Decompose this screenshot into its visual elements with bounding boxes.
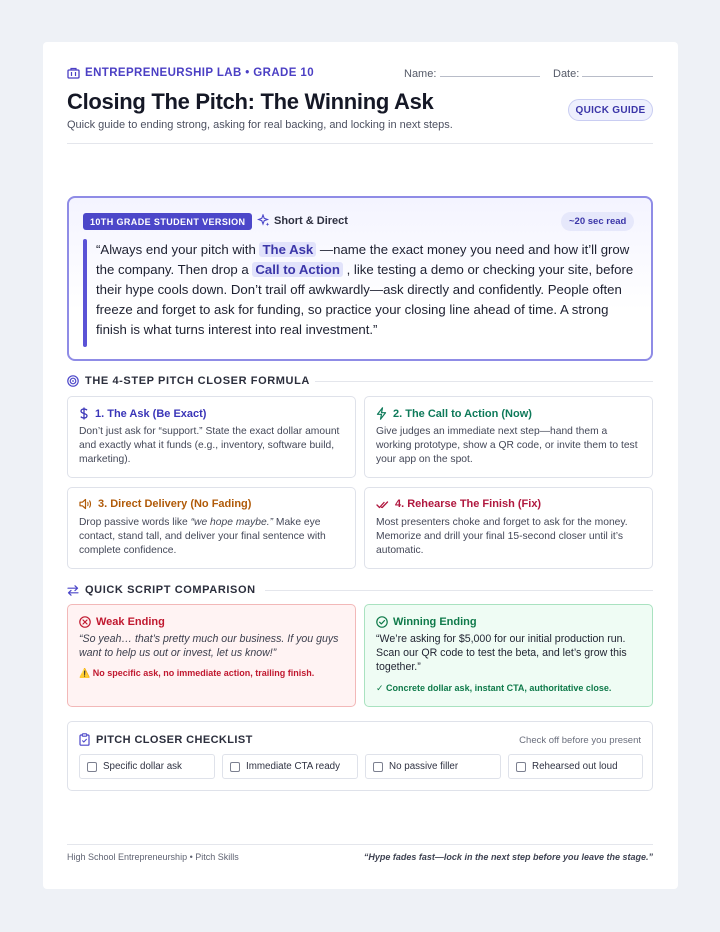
lightning-icon bbox=[376, 407, 387, 420]
checklist-item-no-filler[interactable] bbox=[365, 754, 501, 779]
checklist-item-dollar-ask[interactable] bbox=[79, 754, 215, 779]
checklist-item-rehearsed[interactable] bbox=[508, 754, 643, 779]
checkbox[interactable] bbox=[373, 762, 383, 772]
step-3-body-quote: “we hope maybe.” bbox=[190, 517, 274, 528]
comparison-heading bbox=[67, 584, 256, 596]
page-subtitle: Quick guide to ending strong, asking for real backing, and locking in next steps. bbox=[67, 119, 453, 131]
dollar-icon bbox=[79, 407, 89, 420]
formula-divider bbox=[315, 381, 653, 382]
quote-accent-bar bbox=[83, 239, 87, 347]
step-4-body: Most presenters choke and forget to ask for the money. Memorize and drill your final 15-second closer until it’s automatic. bbox=[376, 517, 628, 556]
worksheet-page bbox=[43, 42, 678, 889]
quote-part-3: , like testing a demo or checking your site, before their hype cools down. Don’t trail off awkwardly—ask directly and confidently. People often freeze and forget to ask for funding, so practice your closing line ahead of time. A strong finish is what turns interest into real investment.” bbox=[96, 262, 634, 337]
step-3-body bbox=[79, 516, 345, 558]
read-time-pill: ~20 sec read bbox=[561, 212, 634, 231]
header-divider bbox=[67, 143, 653, 144]
weak-ending-card bbox=[67, 604, 356, 707]
date-field[interactable] bbox=[582, 76, 653, 77]
step-title-row bbox=[376, 407, 532, 420]
double-check-icon bbox=[376, 499, 389, 510]
step-2-body: Give judges an immediate next step—hand them a working prototype, show a QR code, or invite them to test your app on the spot. bbox=[376, 426, 638, 465]
quote-text bbox=[96, 240, 641, 340]
weak-title-row bbox=[79, 616, 165, 628]
version-badge: 10TH GRADE STUDENT VERSION bbox=[83, 213, 252, 230]
style-tag bbox=[257, 214, 348, 227]
checkbox[interactable] bbox=[87, 762, 97, 772]
sparkle-icon bbox=[257, 214, 270, 227]
page-title: Closing The Pitch: The Winning Ask bbox=[67, 89, 434, 114]
comparison-heading-text: QUICK SCRIPT COMPARISON bbox=[85, 584, 256, 596]
comparison-divider bbox=[265, 590, 653, 591]
checklist-hint: Check off before you present bbox=[519, 735, 641, 746]
step-4-title: 4. Rehearse The Finish (Fix) bbox=[395, 498, 542, 510]
winning-ending-card bbox=[364, 604, 653, 707]
clipboard-icon bbox=[79, 733, 90, 746]
step-1-body: Don’t just ask for “support.” State the exact dollar amount and exactly what it funds (e.g., inventory, software build, marketing). bbox=[79, 426, 340, 465]
step-3-title: 3. Direct Delivery (No Fading) bbox=[98, 498, 252, 510]
step-2-title: 2. The Call to Action (Now) bbox=[393, 407, 532, 420]
date-label: Date: bbox=[553, 68, 580, 80]
formula-heading-text: THE 4-STEP PITCH CLOSER FORMULA bbox=[85, 375, 310, 387]
check-circle-icon bbox=[376, 616, 388, 628]
kicker-text: ENTREPRENEURSHIP LAB • GRADE 10 bbox=[85, 67, 315, 79]
winning-title: Winning Ending bbox=[393, 616, 477, 628]
step-title-row bbox=[79, 407, 206, 420]
quote-card bbox=[67, 196, 653, 361]
checklist-item-cta-ready[interactable] bbox=[222, 754, 358, 779]
step-title-row bbox=[376, 498, 541, 510]
footer-quote: “Hype fades fast—lock in the next step before you leave the stage.” bbox=[363, 852, 653, 862]
x-circle-icon bbox=[79, 616, 91, 628]
style-tag-label: Short & Direct bbox=[274, 214, 348, 227]
quote-part-1: “Always end your pitch with bbox=[96, 242, 260, 257]
checklist-item-label: Rehearsed out loud bbox=[532, 761, 618, 772]
highlight-call-to-action: Call to Action bbox=[252, 262, 343, 277]
step-card-rehearse bbox=[364, 487, 653, 569]
step-1-title: 1. The Ask (Be Exact) bbox=[95, 407, 207, 420]
formula-heading bbox=[67, 375, 310, 387]
winning-title-row bbox=[376, 616, 477, 628]
weak-title: Weak Ending bbox=[96, 616, 165, 628]
footer-divider bbox=[67, 844, 653, 845]
footer-course: High School Entrepreneurship • Pitch Skills bbox=[67, 852, 239, 862]
weak-script: “So yeah… that’s pretty much our business. If you guys want to help us out or invest, let us know!” bbox=[79, 633, 339, 659]
checklist-item-label: No passive filler bbox=[389, 761, 459, 772]
step-title-row bbox=[79, 498, 251, 510]
building-icon bbox=[67, 67, 80, 79]
winning-script: “We’re asking for $5,000 for our initial production run. Scan our QR code to test the beta, and let’s grow this together.” bbox=[376, 633, 627, 673]
step-card-ask bbox=[67, 396, 356, 478]
step-3-body-pre: Drop passive words like bbox=[79, 517, 191, 528]
winning-note: ✓ Concrete dollar ask, instant CTA, authoritative close. bbox=[376, 683, 612, 693]
swap-arrows-icon bbox=[67, 585, 79, 596]
speaker-icon bbox=[79, 498, 92, 510]
target-icon bbox=[67, 375, 79, 387]
step-3-body-post: Make eye contact, stand tall, and deliver your final sentence with complete confidence. bbox=[79, 517, 326, 556]
checkbox[interactable] bbox=[230, 762, 240, 772]
checklist-heading bbox=[79, 733, 253, 746]
weak-note: ⚠️ No specific ask, no immediate action, trailing finish. bbox=[79, 668, 315, 678]
step-card-delivery bbox=[67, 487, 356, 569]
quick-guide-pill: QUICK GUIDE bbox=[568, 99, 653, 121]
quote-part-2: —name the exact money you need and how it’ll grow the company. Then drop a bbox=[96, 242, 630, 277]
highlight-the-ask: The Ask bbox=[259, 242, 316, 257]
step-card-cta bbox=[364, 396, 653, 478]
checklist-item-label: Specific dollar ask bbox=[103, 761, 182, 772]
checklist-heading-text: PITCH CLOSER CHECKLIST bbox=[96, 733, 253, 746]
course-kicker bbox=[67, 67, 314, 79]
name-label: Name: bbox=[404, 68, 437, 80]
checklist-item-label: Immediate CTA ready bbox=[246, 761, 341, 772]
name-field[interactable] bbox=[440, 76, 540, 77]
checklist-panel bbox=[67, 721, 653, 791]
checkbox[interactable] bbox=[516, 762, 526, 772]
